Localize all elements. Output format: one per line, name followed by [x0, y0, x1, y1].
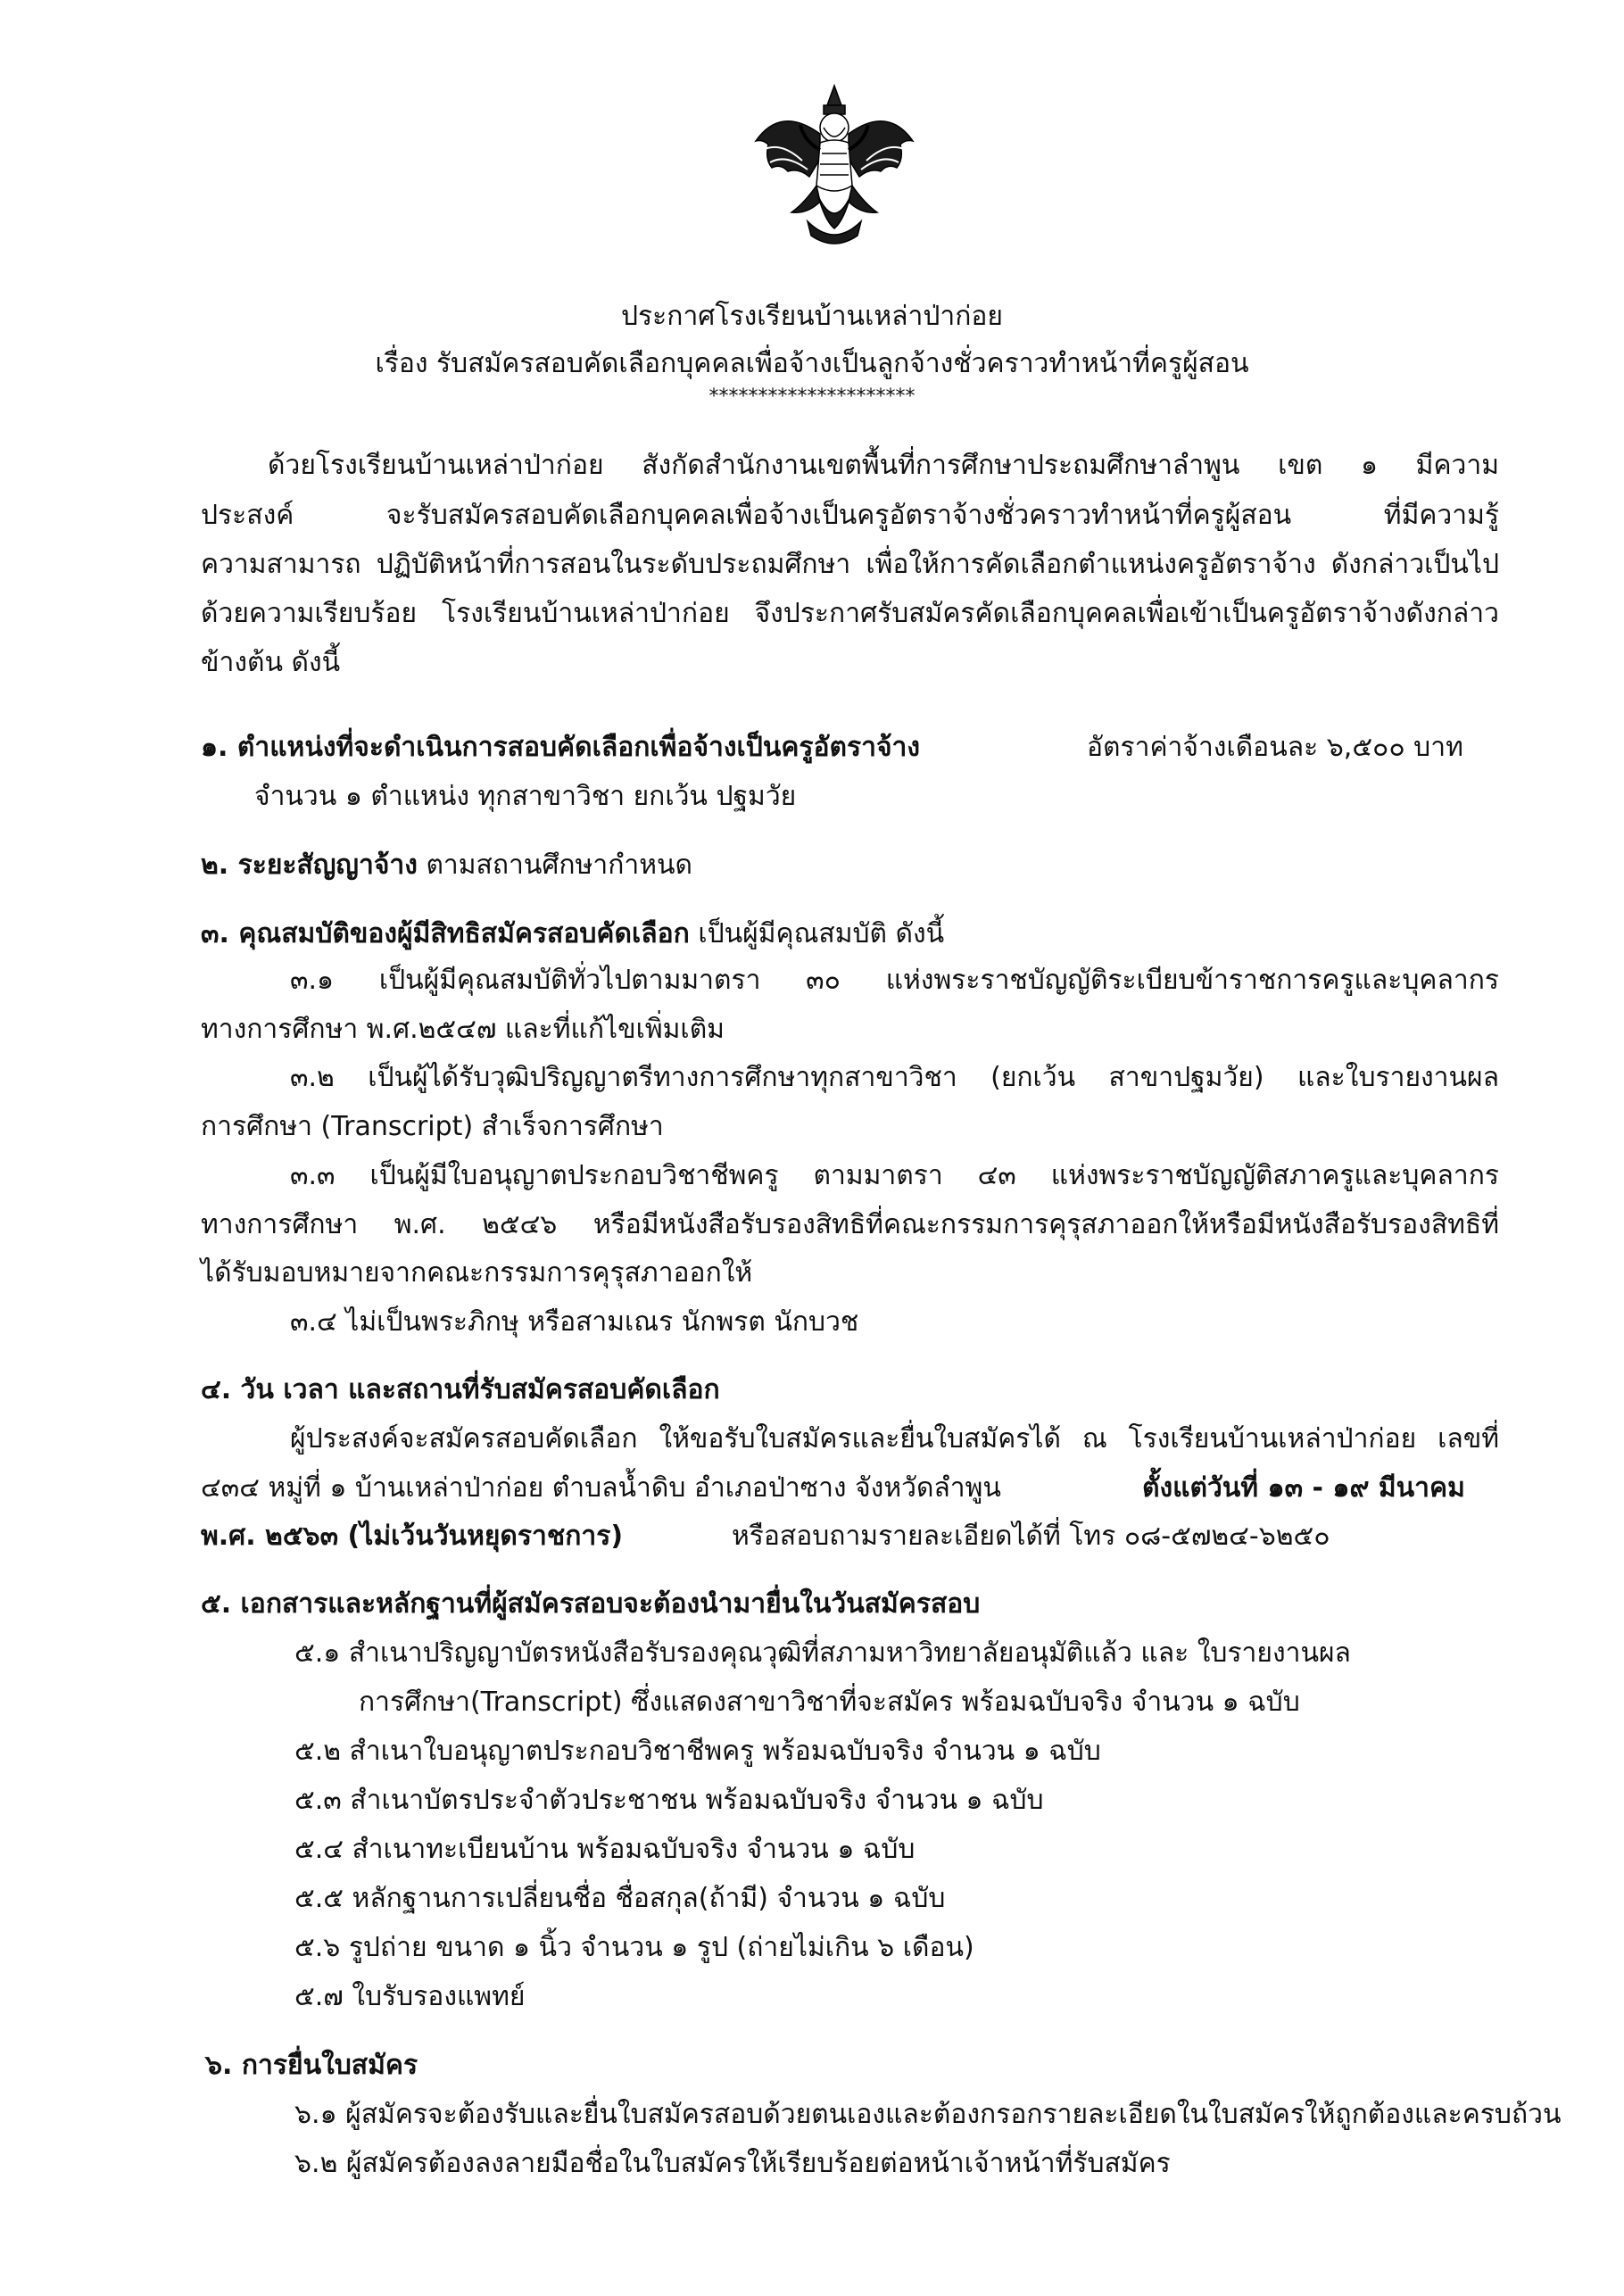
section-2-text: ตามสถานศึกษากำหนด [426, 850, 692, 881]
section-3-item: ๓.๒ เป็นผู้ได้รับวุฒิปริญญาตรีทางการศึกษาทุกสาขาวิชา (ยกเว้น สาขาปฐมวัย) และใบรายงานผล [290, 1062, 1499, 1093]
section-6-item: ๖.๒ ผู้สมัครต้องลงลายมือชื่อในใบสมัครให้เรียบร้อยต่อหน้าเจ้าหน้าที่รับสมัคร [294, 2148, 1171, 2179]
section-3-text: เป็นผู้มีคุณสมบัติ ดังนี้ [698, 918, 945, 949]
section-5-item: ๕.๑ สำเนาปริญญาบัตรหนังสือรับรองคุณวุฒิที่สภามหาวิทยาลัยอนุมัติแล้ว และ ใบรายงานผล [294, 1637, 1351, 1669]
section-2 [201, 848, 692, 883]
intro-line: ด้วยโรงเรียนบ้านเหล่าป่าก่อย สังกัดสำนักงานเขตพื้นที่การศึกษาประถมศึกษาลำพูน เขต ๑ มีความ [268, 450, 1499, 481]
intro-line: ข้างต้น ดังนี้ [201, 647, 341, 678]
section-4-year: พ.ศ. ๒๕๖๓ (ไม่เว้นวันหยุดราชการ) [201, 1521, 624, 1552]
section-6-item: ๖.๑ ผู้สมัครจะต้องรับและยื่นใบสมัครสอบด้วยตนเองและต้องกรอกรายละเอียดในใบสมัครให้ถูกต้องและครบถ้วน [294, 2099, 1562, 2130]
section-3-item: ๓.๔ ไม่เป็นพระภิกษุ หรือสามเณร นักพรต นักบวช [290, 1306, 859, 1338]
section-4-line: ๔๓๔ หมู่ที่ ๑ บ้านเหล่าป่าก่อย ตำบลน้ำดิบ อำเภอป่าซาง จังหวัดลำพูน [201, 1472, 1001, 1504]
section-4-phone: หรือสอบถามรายละเอียดได้ที่ โทร ๐๘-๕๗๒๔-๖๒๕๐ [732, 1521, 1330, 1552]
section-1-rate: อัตราค่าจ้างเดือนละ ๖,๕๐๐ บาท [1087, 732, 1463, 763]
divider-asterisks: ********************* [708, 385, 916, 408]
section-3-item: ทางการศึกษา พ.ศ.๒๕๔๗ และที่แก้ไขเพิ่มเติม [201, 1014, 725, 1045]
section-3-item: ๓.๓ เป็นผู้มีใบอนุญาตประกอบวิชาชีพครู ตามมาตรา ๔๓ แห่งพระราชบัญญัติสภาครูและบุคลากร [290, 1160, 1499, 1191]
section-4-line: ผู้ประสงค์จะสมัครสอบคัดเลือก ให้ขอรับใบสมัครและยื่นใบสมัครได้ ณ โรงเรียนบ้านเหล่าป่าก่อย เลขที่ [290, 1423, 1499, 1455]
section-5-heading: ๕. เอกสารและหลักฐานที่ผู้สมัครสอบจะต้องนำมายื่นในวันสมัครสอบ [201, 1588, 981, 1620]
announcement-subject: เรื่อง รับสมัครสอบคัดเลือกบุคคลเพื่อจ้างเป็นลูกจ้างชั่วคราวทำหน้าที่ครูผู้สอน [375, 348, 1249, 379]
section-1-heading: ๑. ตำแหน่งที่จะดำเนินการสอบคัดเลือกเพื่อจ้างเป็นครูอัตราจ้าง [201, 732, 921, 763]
section-3-item: การศึกษา (Transcript) สำเร็จการศึกษา [201, 1111, 664, 1142]
intro-line: ความสามารถ ปฏิบัติหน้าที่การสอนในระดับประถมศึกษา เพื่อให้การคัดเลือกตำแหน่งครูอัตราจ้าง ดังกล่าวเป็นไป [201, 549, 1499, 580]
section-3-item: ทางการศึกษา พ.ศ. ๒๕๔๖ หรือมีหนังสือรับรองสิทธิที่คณะกรรมการคุรุสภาออกให้หรือมีหนังสือรับรองสิทธิที่ [201, 1209, 1499, 1240]
intro-line: ประสงค์ จะรับสมัครสอบคัดเลือกบุคคลเพื่อจ้างเป็นครูอัตราจ้างชั่วคราวทำหน้าที่ครูผู้สอน ที่มีความรู้ [201, 500, 1499, 531]
section-4-heading: ๔. วัน เวลา และสถานที่รับสมัครสอบคัดเลือก [201, 1374, 720, 1405]
section-1-line: จำนวน ๑ ตำแหน่ง ทุกสาขาวิชา ยกเว้น ปฐมวัย [254, 781, 797, 812]
section-5-item: ๕.๖ รูปถ่าย ขนาด ๑ นิ้ว จำนวน ๑ รูป (ถ่ายไม่เกิน ๖ เดือน) [294, 1932, 974, 1963]
section-5-item: ๕.๓ สำเนาบัตรประจำตัวประชาชน พร้อมฉบับจริง จำนวน ๑ ฉบับ [294, 1785, 1044, 1816]
announcement-title: ประกาศโรงเรียนบ้านเหล่าป่าก่อย [621, 301, 1003, 332]
section-2-heading: ๒. ระยะสัญญาจ้าง [201, 850, 418, 881]
section-5-item: ๕.๒ สำเนาใบอนุญาตประกอบวิชาชีพครู พร้อมฉบับจริง จำนวน ๑ ฉบับ [294, 1736, 1101, 1767]
section-5-item: การศึกษา(Transcript) ซึ่งแสดงสาขาวิชาที่จะสมัคร พร้อมฉบับจริง จำนวน ๑ ฉบับ [359, 1687, 1300, 1718]
section-5-item: ๕.๗ ใบรับรองแพทย์ [294, 1981, 526, 2012]
section-3-heading: ๓. คุณสมบัติของผู้มีสิทธิสมัครสอบคัดเลือก [201, 918, 690, 949]
section-6-heading: ๖. การยื่นใบสมัคร [205, 2050, 418, 2081]
section-3-item: ๓.๑ เป็นผู้มีคุณสมบัติทั่วไปตามมาตรา ๓๐ แห่งพระราชบัญญัติระเบียบข้าราชการครูและบุคลากร [290, 965, 1499, 996]
section-3 [201, 916, 944, 952]
section-4-dates: ตั้งแต่วันที่ ๑๓ - ๑๙ มีนาคม [1142, 1472, 1465, 1504]
section-5-item: ๕.๔ สำเนาทะเบียนบ้าน พร้อมฉบับจริง จำนวน ๑ ฉบับ [294, 1834, 916, 1865]
intro-line: ด้วยความเรียบร้อย โรงเรียนบ้านเหล่าป่าก่อย จึงประกาศรับสมัครคัดเลือกบุคคลเพื่อเข้าเป็นครูอัตราจ้างดังกล่าว [201, 598, 1499, 629]
section-3-item: ได้รับมอบหมายจากคณะกรรมการคุรุสภาออกให้ [201, 1257, 753, 1289]
section-5-item: ๕.๕ หลักฐานการเปลี่ยนชื่อ ชื่อสกุล(ถ้ามี) จำนวน ๑ ฉบับ [294, 1883, 946, 1914]
garuda-emblem-icon [745, 79, 924, 257]
